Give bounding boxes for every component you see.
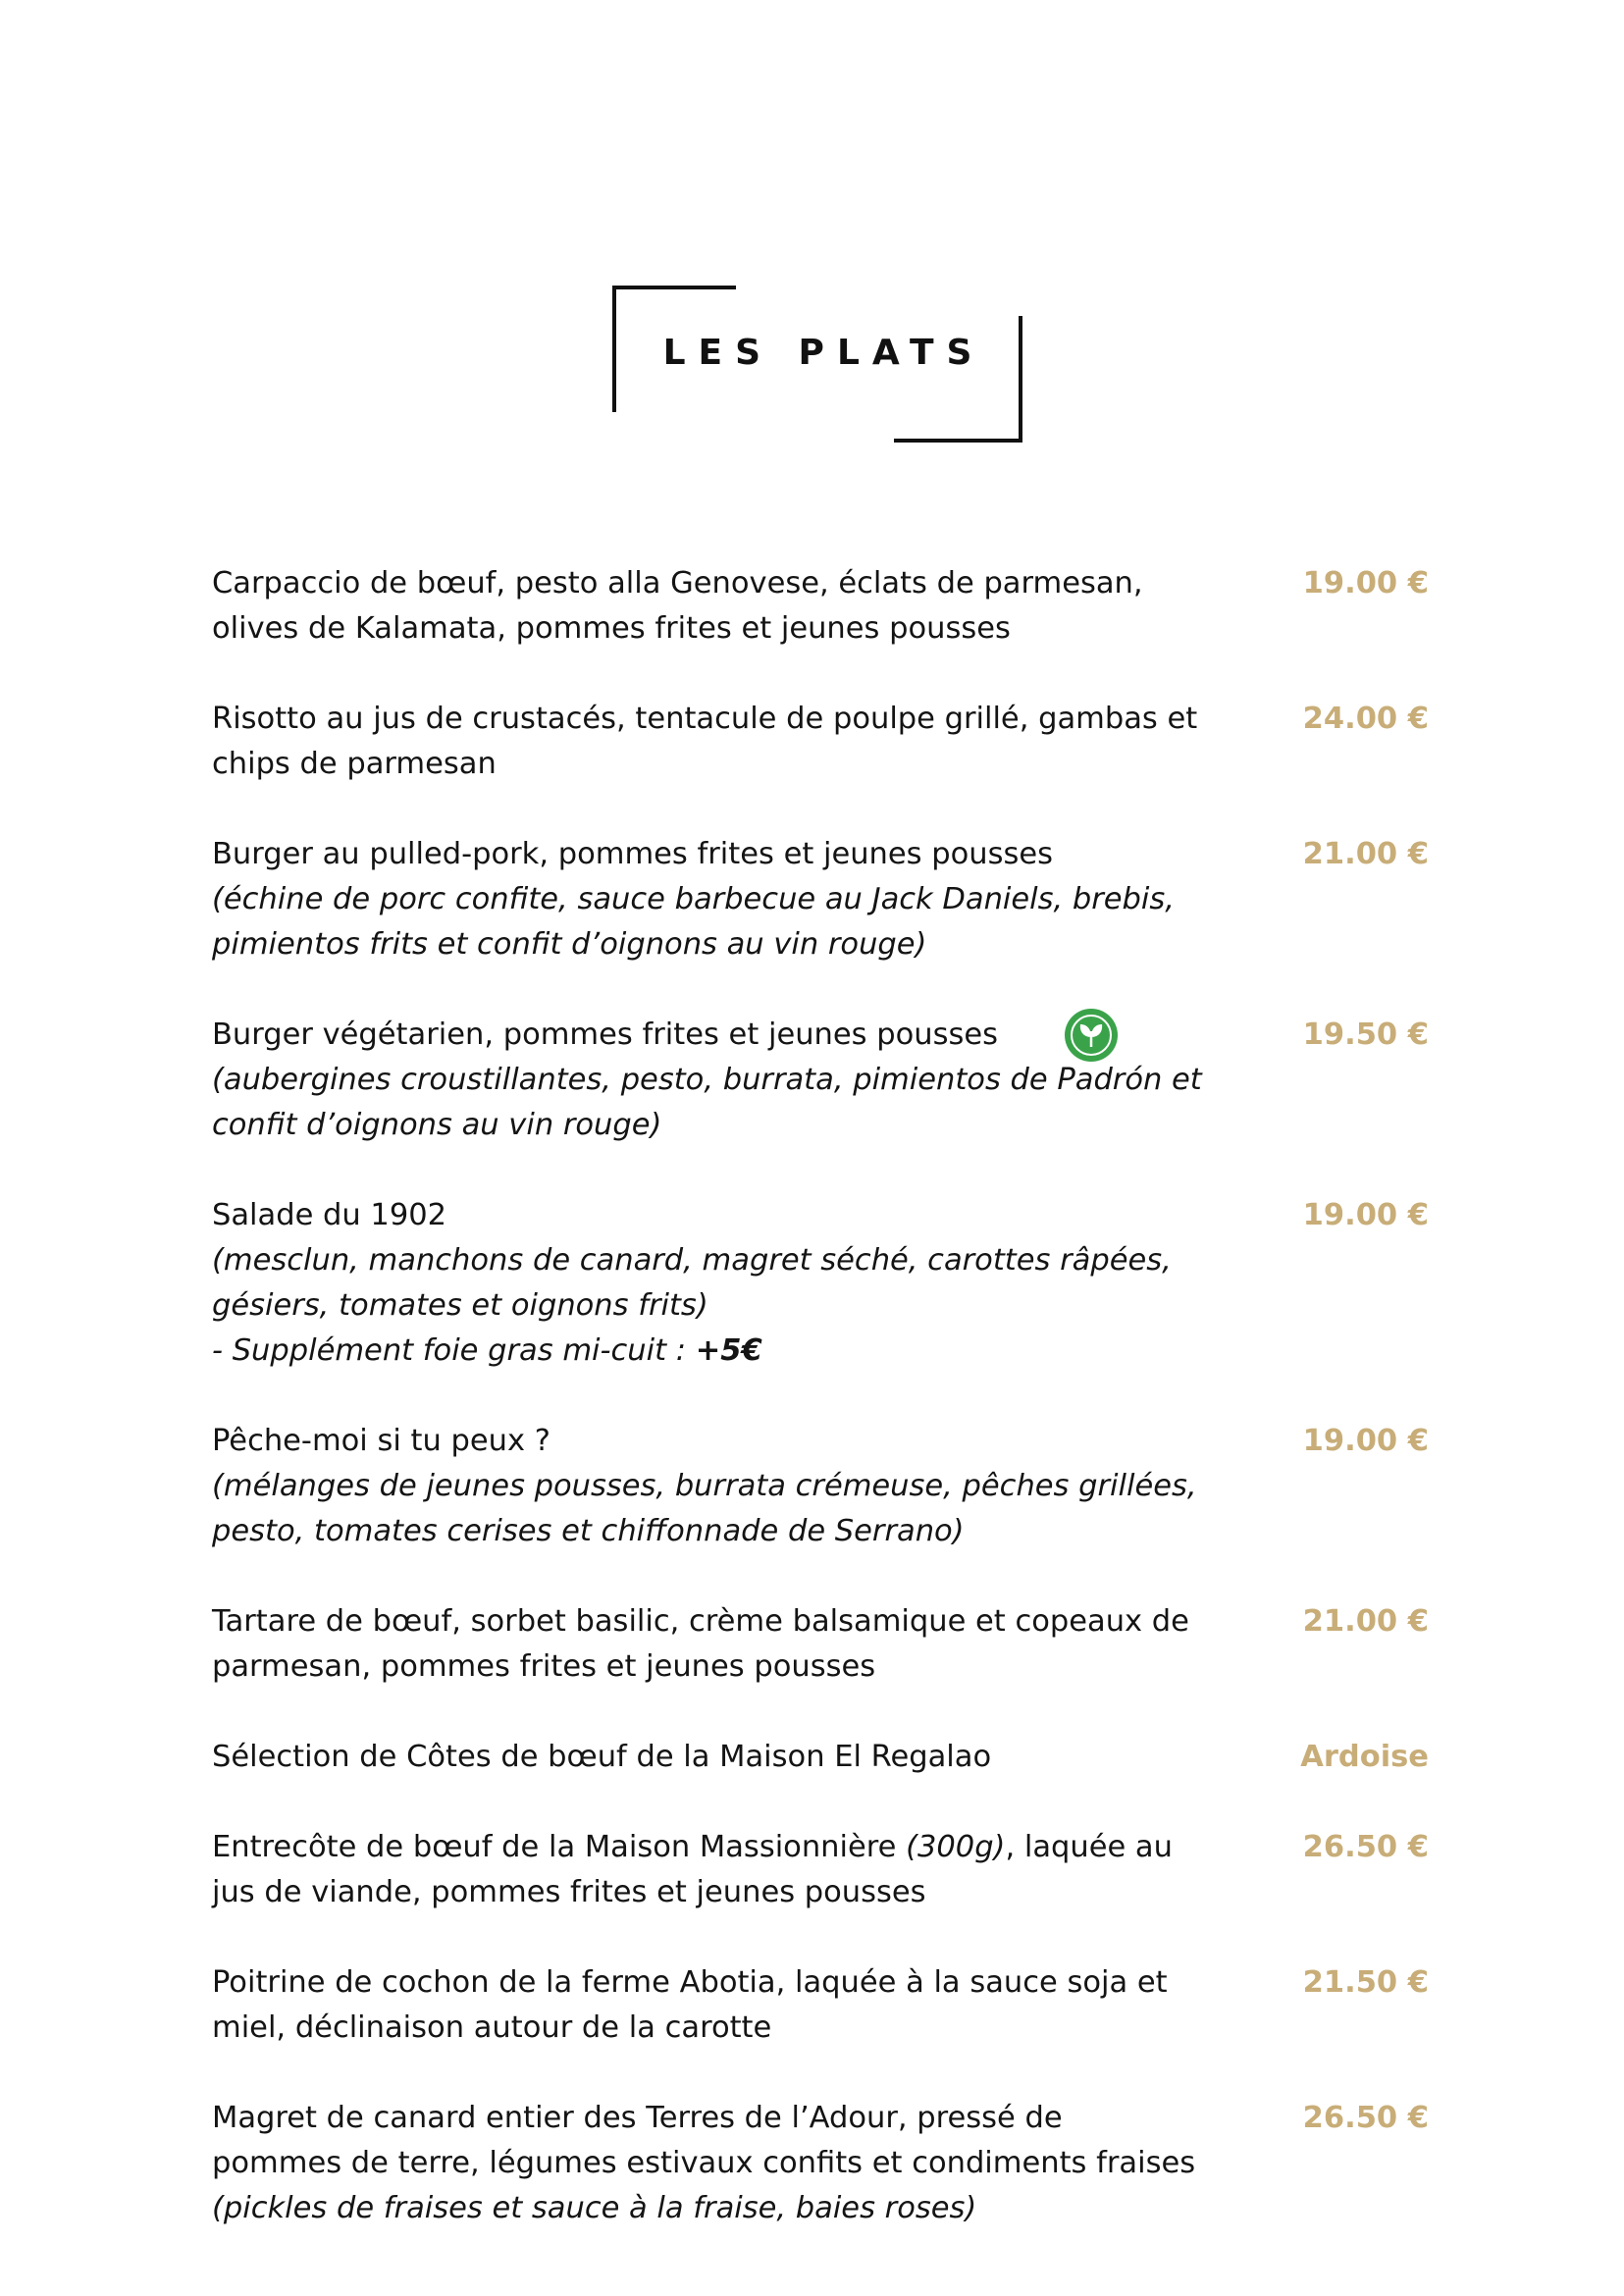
dish-name-line: chips de parmesan xyxy=(212,747,497,781)
dish-name-line xyxy=(212,1825,1242,1870)
dish-price: 21.00 € xyxy=(1302,837,1429,871)
dish-name-line: Burger au pulled-pork, pommes frites et jeunes pousses xyxy=(212,837,1054,871)
dish-name-line: pommes de terre, légumes estivaux confits et condiments fraises xyxy=(212,2146,1196,2180)
dish-details-line: confit d’oignons au vin rouge) xyxy=(212,1108,662,1142)
dish-weight: (300g) xyxy=(906,1830,1006,1864)
menu-item xyxy=(212,2096,1429,2231)
supplement-price: +5€ xyxy=(695,1333,762,1368)
dish-price: 26.50 € xyxy=(1302,2101,1429,2135)
menu-item xyxy=(212,1960,1429,2051)
dish-name-part: Entrecôte de bœuf de la Maison Massionnière xyxy=(212,1830,907,1864)
dish-details-line: gésiers, tomates et oignons frits) xyxy=(212,1288,708,1323)
supplement-text: - Supplément foie gras mi-cuit : xyxy=(212,1333,696,1368)
dish-details-line: (mesclun, manchons de canard, magret séché, carottes râpées, xyxy=(212,1243,1172,1278)
vegetarian-leaf-icon xyxy=(1064,1008,1119,1063)
dish-price: 19.00 € xyxy=(1302,1198,1429,1232)
dish-description xyxy=(212,832,1242,967)
dish-price: 19.00 € xyxy=(1302,566,1429,600)
dish-name-line: Carpaccio de bœuf, pesto alla Genovese, éclats de parmesan, xyxy=(212,566,1143,600)
dish-price: 21.00 € xyxy=(1302,1604,1429,1639)
dish-price: 19.50 € xyxy=(1302,1018,1429,1052)
dish-details-line: (pickles de fraises et sauce à la fraise, baies roses) xyxy=(212,2191,977,2225)
dish-name-line: parmesan, pommes frites et jeunes pousses xyxy=(212,1649,876,1684)
menu-item xyxy=(212,1599,1429,1690)
dish-description xyxy=(212,1599,1242,1690)
menu-item xyxy=(212,1193,1429,1374)
dish-description xyxy=(212,1825,1242,1915)
dish-name-line: Pêche-moi si tu peux ? xyxy=(212,1424,550,1458)
dish-name-part: , laquée au xyxy=(1005,1830,1173,1864)
dish-name-line: Salade du 1902 xyxy=(212,1198,447,1232)
dish-name-line: olives de Kalamata, pommes frites et jeunes pousses xyxy=(212,611,1011,646)
title-frame xyxy=(612,286,1022,443)
dish-description xyxy=(212,1419,1242,1554)
dish-price: 19.00 € xyxy=(1302,1424,1429,1458)
dish-price: 24.00 € xyxy=(1302,702,1429,736)
menu-item xyxy=(212,1825,1429,1915)
dish-description xyxy=(212,2096,1242,2231)
dish-price: Ardoise xyxy=(1300,1740,1429,1774)
dish-price: 21.50 € xyxy=(1302,1965,1429,2000)
dish-name-line: Risotto au jus de crustacés, tentacule de poulpe grillé, gambas et xyxy=(212,702,1198,736)
dish-name-line: Magret de canard entier des Terres de l’Adour, pressé de xyxy=(212,2101,1063,2135)
dish-details-line: pesto, tomates cerises et chiffonnade de Serrano) xyxy=(212,1514,965,1548)
dish-description xyxy=(212,1735,1242,1780)
dish-price: 26.50 € xyxy=(1302,1830,1429,1864)
menu-item xyxy=(212,697,1429,787)
dish-name-line: Sélection de Côtes de bœuf de la Maison El Regalao xyxy=(212,1740,992,1774)
dish-name-line: Tartare de bœuf, sorbet basilic, crème balsamique et copeaux de xyxy=(212,1604,1189,1639)
dish-description xyxy=(212,697,1242,787)
menu-list xyxy=(212,561,1429,2231)
dish-name-line: Poitrine de cochon de la ferme Abotia, laquée à la sauce soja et xyxy=(212,1965,1168,2000)
dish-details-line: (échine de porc confite, sauce barbecue au Jack Daniels, brebis, xyxy=(212,882,1175,916)
dish-description xyxy=(212,561,1242,652)
dish-description xyxy=(212,1193,1242,1374)
dish-supplement-line xyxy=(212,1329,1242,1374)
dish-name-line: miel, déclinaison autour de la carotte xyxy=(212,2010,772,2045)
page-title: LES PLATS xyxy=(662,333,985,373)
dish-name-line: Burger végétarien, pommes frites et jeunes pousses xyxy=(212,1018,999,1052)
menu-item xyxy=(212,1419,1429,1554)
menu-item xyxy=(212,1013,1429,1148)
dish-details-line: (aubergines croustillantes, pesto, burrata, pimientos de Padrón et xyxy=(212,1063,1202,1097)
menu-item xyxy=(212,832,1429,967)
dish-description xyxy=(212,1960,1242,2051)
menu-item xyxy=(212,561,1429,652)
dish-name-line: jus de viande, pommes frites et jeunes pousses xyxy=(212,1875,926,1909)
dish-details-line: (mélanges de jeunes pousses, burrata crémeuse, pêches grillées, xyxy=(212,1469,1197,1503)
menu-item xyxy=(212,1735,1429,1780)
dish-details-line: pimientos frits et confit d’oignons au vin rouge) xyxy=(212,927,927,962)
